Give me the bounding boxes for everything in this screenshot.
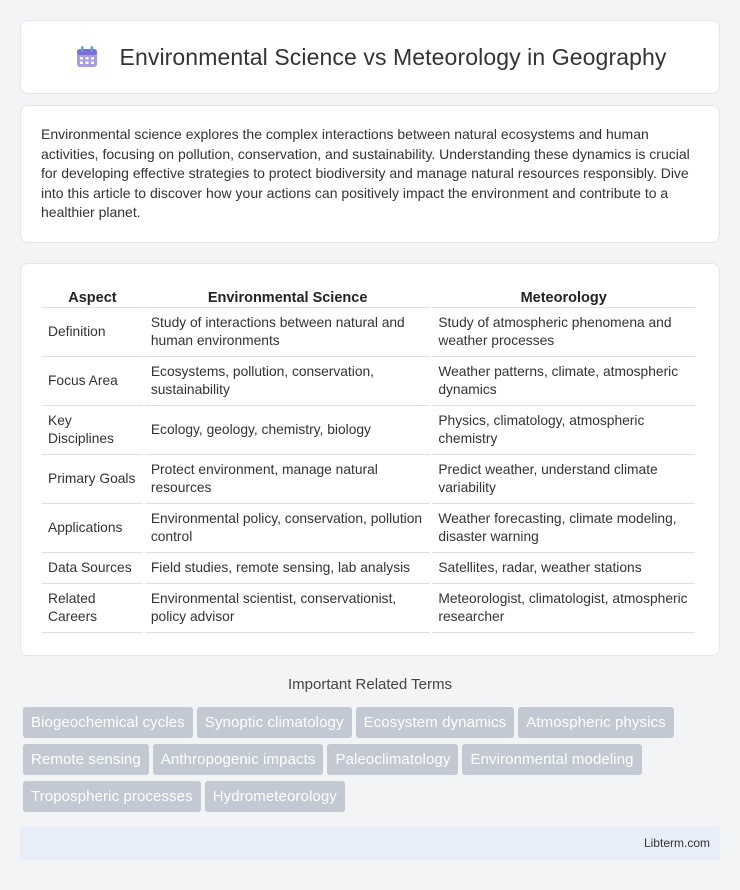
intro-paragraph: Environmental science explores the complex interactions between natural ecosystems and human activities, focusing on pollution, conservation, and sustainability. Understanding these dynamics is crucial for developing effective strategies to protect biodiversity and manage natural resources responsibly. Dive into this article to discover how your actions can positively impact the environment and contribute to a healthier planet. xyxy=(41,126,690,220)
related-term-tag[interactable]: Environmental modeling xyxy=(462,744,641,775)
related-term-tag[interactable]: Atmospheric physics xyxy=(518,707,673,738)
meteorology-cell: Physics, climatology, atmospheric chemistry xyxy=(432,406,695,455)
aspect-cell: Primary Goals xyxy=(42,455,143,504)
aspect-cell: Data Sources xyxy=(42,553,143,584)
related-term-tag[interactable]: Ecosystem dynamics xyxy=(356,707,515,738)
related-term-tag[interactable]: Remote sensing xyxy=(23,744,149,775)
related-term-tag[interactable]: Paleoclimatology xyxy=(327,744,458,775)
environmental-science-cell: Study of interactions between natural and human environments xyxy=(145,308,431,357)
environmental-science-cell: Environmental policy, conservation, pollution control xyxy=(145,504,431,553)
aspect-cell: Definition xyxy=(42,308,143,357)
environmental-science-cell: Ecosystems, pollution, conservation, sustainability xyxy=(145,357,431,406)
table-row xyxy=(42,584,695,633)
environmental-science-cell: Ecology, geology, chemistry, biology xyxy=(145,406,431,455)
table-header-row xyxy=(42,284,695,308)
aspect-cell: Related Careers xyxy=(42,584,143,633)
meteorology-cell: Weather forecasting, climate modeling, disaster warning xyxy=(432,504,695,553)
aspect-cell: Focus Area xyxy=(42,357,143,406)
meteorology-cell: Study of atmospheric phenomena and weather processes xyxy=(432,308,695,357)
related-term-tag[interactable]: Synoptic climatology xyxy=(197,707,352,738)
table-row xyxy=(42,455,695,504)
environmental-science-cell: Field studies, remote sensing, lab analysis xyxy=(145,553,431,584)
comparison-table xyxy=(40,284,697,633)
comparison-card xyxy=(20,263,720,656)
related-terms-heading: Important Related Terms xyxy=(288,676,452,693)
footer xyxy=(20,826,720,860)
related-term-tag[interactable]: Tropospheric processes xyxy=(23,781,201,812)
related-term-tag[interactable]: Anthropogenic impacts xyxy=(153,744,324,775)
footer-site-link[interactable]: Libterm.com xyxy=(643,836,710,850)
environmental-science-cell: Protect environment, manage natural resources xyxy=(145,455,431,504)
header-meteorology: Meteorology xyxy=(432,284,695,308)
title-card xyxy=(20,20,720,94)
header-environmental-science: Environmental Science xyxy=(145,284,431,308)
intro-card xyxy=(20,105,720,243)
meteorology-cell: Meteorologist, climatologist, atmospheric researcher xyxy=(432,584,695,633)
related-terms-list xyxy=(23,707,723,818)
table-row xyxy=(42,553,695,584)
related-term-tag[interactable]: Hydrometeorology xyxy=(205,781,345,812)
meteorology-cell: Satellites, radar, weather stations xyxy=(432,553,695,584)
page-title: Environmental Science vs Meteorology in Geography xyxy=(119,43,667,70)
meteorology-cell: Predict weather, understand climate variability xyxy=(432,455,695,504)
table-row xyxy=(42,406,695,455)
table-row xyxy=(42,357,695,406)
table-row xyxy=(42,504,695,553)
related-term-tag[interactable]: Biogeochemical cycles xyxy=(23,707,193,738)
table-row xyxy=(42,308,695,357)
aspect-cell: Key Disciplines xyxy=(42,406,143,455)
environmental-science-cell: Environmental scientist, conservationist, policy advisor xyxy=(145,584,431,633)
aspect-cell: Applications xyxy=(42,504,143,553)
calendar-grid-icon xyxy=(74,44,100,70)
meteorology-cell: Weather patterns, climate, atmospheric dynamics xyxy=(432,357,695,406)
header-aspect: Aspect xyxy=(42,284,143,308)
